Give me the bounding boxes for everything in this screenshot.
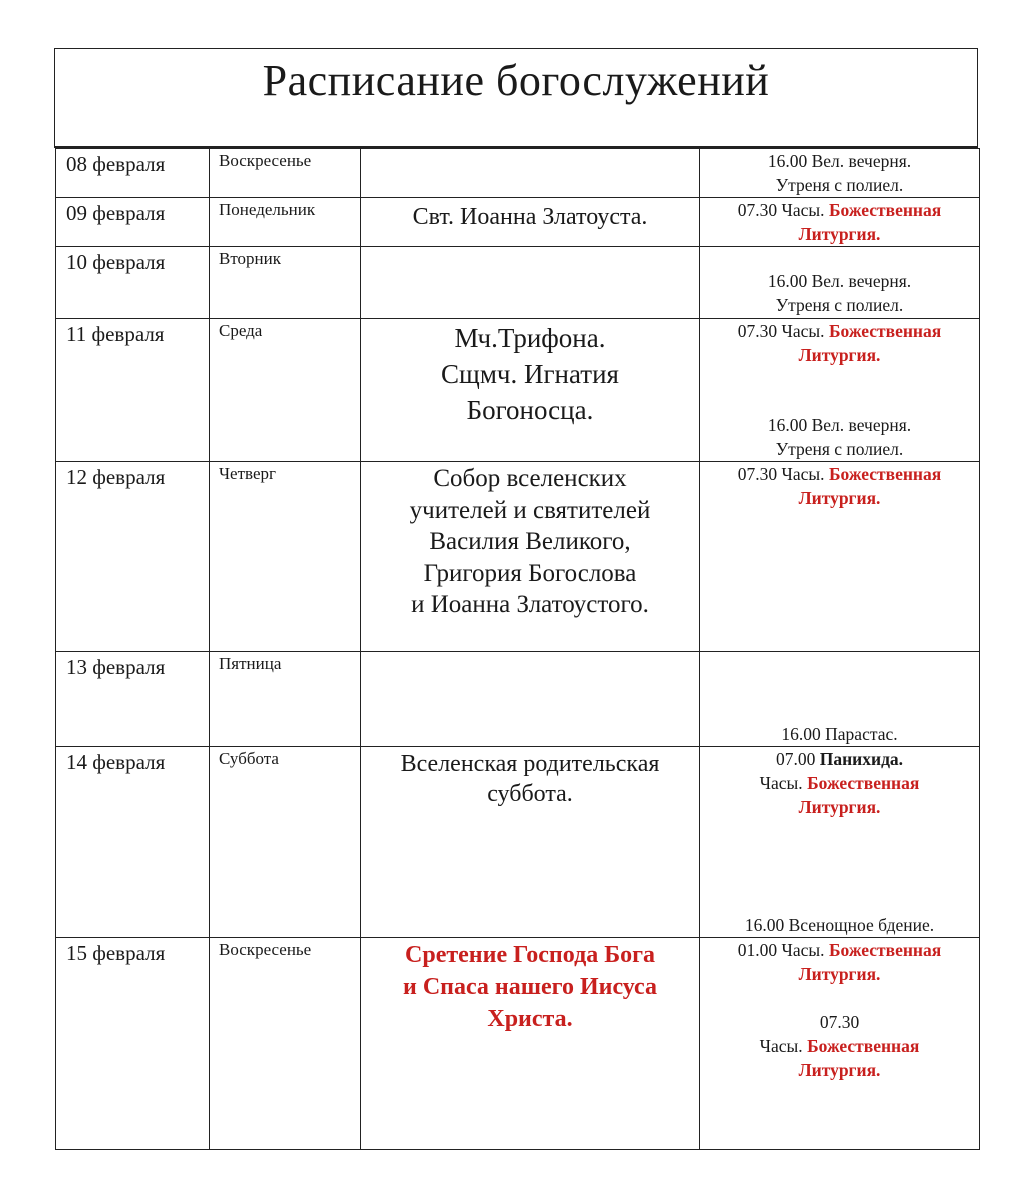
liturgy-label: Литургия. [798,488,881,508]
service-cell [700,938,980,1150]
service-cell [700,462,980,652]
service-line: Утреня с полиел. [775,175,904,195]
service-time: 07.00 [775,749,816,769]
feast-cell [361,247,700,319]
service-time: Часы. [759,1036,803,1056]
liturgy-label: Божественная [828,940,942,960]
table-row [56,747,980,938]
feast-line: учителей и святителей [409,496,651,524]
feast-line: Сщмч. Игнатия [441,359,619,389]
service-time: 07.30 Часы. [737,321,825,341]
liturgy-label: Божественная [828,464,942,484]
liturgy-label: Литургия. [798,797,881,817]
liturgy-label: Божественная [828,321,942,341]
table-row [56,247,980,319]
table-row [56,938,980,1150]
feast-cell [361,652,700,747]
table-row [56,198,980,247]
table-row [56,149,980,198]
feast-line: Вселенская родительская [400,751,660,777]
service-line: 16.00 Всенощное бдение. [744,915,935,935]
feast-cell [361,198,700,247]
liturgy-label: Божественная [807,1036,920,1056]
table-row [56,652,980,747]
date-cell: 15 февраля [56,938,210,1150]
feast-cell [361,149,700,198]
weekday-cell: Вторник [210,247,361,319]
date-cell: 14 февраля [56,747,210,938]
liturgy-label: Литургия. [798,1060,881,1080]
weekday-cell: Суббота [210,747,361,938]
liturgy-label: Литургия. [798,345,881,365]
liturgy-label: Литургия. [798,964,881,984]
feast-line: Сретение Господа Бога [405,942,655,968]
service-time: 07.30 [819,1012,860,1032]
liturgy-label: Литургия. [798,224,881,244]
weekday-cell: Понедельник [210,198,361,247]
weekday-cell: Четверг [210,462,361,652]
service-line: Утреня с полиел. [775,439,904,459]
page-title: Расписание богослужений [262,56,770,105]
service-time: 07.30 Часы. [737,464,825,484]
service-line: 16.00 Вел. вечерня. [767,151,912,171]
table-row [56,462,980,652]
service-line: Утреня с полиел. [775,295,904,315]
service-cell [700,247,980,319]
service-line: 16.00 Вел. вечерня. [767,415,912,435]
service-line: 16.00 Вел. вечерня. [767,271,912,291]
feast-cell [361,319,700,462]
table-row [56,319,980,462]
feast-line: Василия Великого, [429,528,631,555]
liturgy-label: Божественная [828,200,942,220]
feast-cell [361,462,700,652]
service-time: 07.30 Часы. [737,200,825,220]
feast-line: Свт. Иоанна Златоуста. [412,204,648,230]
liturgy-label: Божественная [807,773,920,793]
feast-line: и Спаса нашего Иисуса [402,974,657,1000]
weekday-cell: Воскресенье [210,149,361,198]
date-cell: 09 февраля [56,198,210,247]
feast-line: суббота. [487,781,573,807]
feast-line: и Иоанна Златоустого. [411,591,649,618]
feast-line: Христа. [487,1006,573,1032]
title-box [54,48,978,148]
feast-cell [361,747,700,938]
date-cell: 11 февраля [56,319,210,462]
service-cell [700,652,980,747]
feast-line: Григория Богослова [423,559,637,587]
weekday-cell: Среда [210,319,361,462]
feast-line: Собор вселенских [433,465,627,492]
date-cell: 10 февраля [56,247,210,319]
service-line: 16.00 Парастас. [781,724,898,744]
feast-line: Богоносца. [466,395,594,425]
feast-cell [361,938,700,1150]
feast-line: Мч.Трифона. [454,323,606,353]
weekday-cell: Воскресенье [210,938,361,1150]
date-cell: 08 февраля [56,149,210,198]
service-time: Часы. [759,773,803,793]
service-cell [700,198,980,247]
date-cell: 13 февраля [56,652,210,747]
weekday-cell: Пятница [210,652,361,747]
schedule-table [55,148,980,1150]
date-cell: 12 февраля [56,462,210,652]
service-time: 01.00 Часы. [737,940,825,960]
service-cell [700,747,980,938]
service-cell [700,149,980,198]
service-cell [700,319,980,462]
panikhida-label: Панихида. [819,749,904,769]
